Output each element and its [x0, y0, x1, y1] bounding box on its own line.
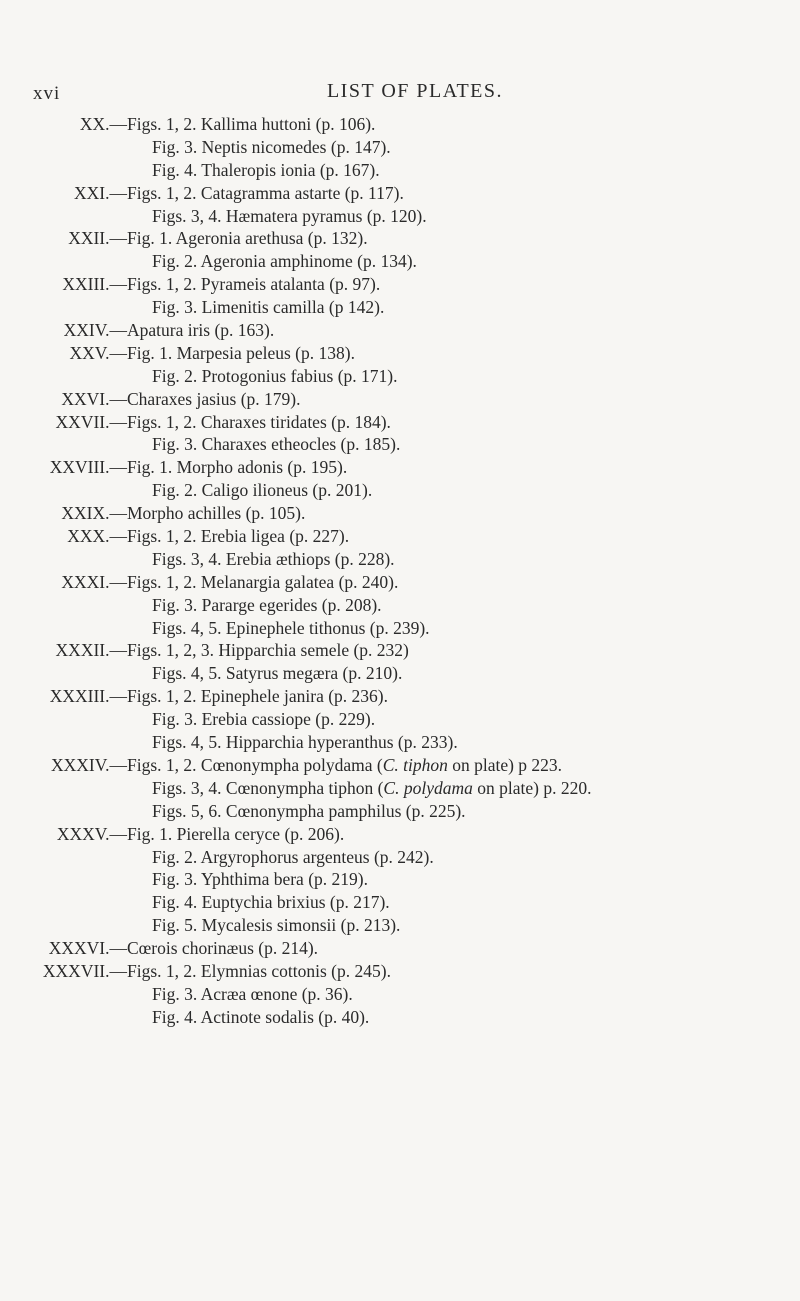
- plate-entry: [0, 411, 800, 434]
- plate-caption: Figs. 4, 5. Satyrus megæra (p. 210).: [152, 663, 403, 684]
- plate-entry: [0, 388, 800, 411]
- plate-entry: [0, 617, 800, 640]
- plate-caption: Fig. 1. Pierella ceryce (p. 206).: [127, 823, 345, 844]
- plate-entry: [0, 250, 800, 273]
- plate-caption: Figs. 1, 2. Melanargia galatea (p. 240).: [127, 571, 399, 592]
- plate-entry: [0, 983, 800, 1006]
- italic-species: C. tiphon: [382, 754, 448, 775]
- plate-entry: [0, 823, 800, 846]
- plate-caption: Fig. 3. Yphthima bera (p. 219).: [152, 869, 368, 890]
- plate-caption: Figs. 4, 5. Epinephele tithonus (p. 239).: [152, 617, 430, 638]
- plate-number: XXXIII.—: [49, 686, 127, 707]
- italic-species: C. polydama: [383, 777, 473, 798]
- plate-entry: [0, 868, 800, 891]
- plate-caption: Figs. 3, 4. Erebia æthiops (p. 228).: [152, 548, 395, 569]
- plate-entry: [0, 273, 800, 296]
- plate-caption: Fig. 1. Morpho adonis (p. 195).: [127, 457, 348, 478]
- plate-number: XXXI.—: [61, 571, 127, 592]
- plate-entry: [0, 502, 800, 525]
- plate-number: XXXIV.—: [51, 754, 127, 775]
- plate-caption: Charaxes jasius (p. 179).: [127, 388, 301, 409]
- plate-number: XXII.—: [68, 228, 127, 249]
- plate-entry: [0, 342, 800, 365]
- running-title: LIST OF PLATES.: [326, 80, 504, 102]
- plate-entry: [0, 365, 800, 388]
- plate-entry: [0, 571, 800, 594]
- plate-entry: [0, 594, 800, 617]
- plate-caption: Figs. 1, 2. Cœnonympha polydama (C. tiphon on plate) p 223.: [127, 754, 563, 775]
- plate-caption: Figs. 1, 2. Epinephele janira (p. 236).: [127, 686, 388, 707]
- plate-caption: Fig. 3. Acræa œnone (p. 36).: [152, 983, 353, 1004]
- plate-caption: Fig. 2. Caligo ilioneus (p. 201).: [152, 480, 373, 501]
- plate-caption: Fig. 4. Thaleropis ionia (p. 167).: [152, 159, 380, 180]
- plate-caption: Fig. 2. Ageronia amphinome (p. 134).: [152, 251, 417, 272]
- plate-number: XXX.—: [67, 526, 127, 547]
- plate-entry: [0, 319, 800, 342]
- plate-entry: [0, 296, 800, 319]
- plate-caption: Figs. 1, 2. Kallima huttoni (p. 106).: [127, 114, 376, 134]
- plate-number: XXIV.—: [63, 320, 127, 341]
- plate-caption: Fig. 2. Argyrophorus argenteus (p. 242).: [152, 846, 434, 867]
- plate-number: XXVIII.—: [49, 457, 127, 478]
- plate-number: XXXVII.—: [42, 960, 127, 981]
- page-number: xvi: [33, 83, 61, 104]
- plate-entry: [0, 205, 800, 228]
- plate-entry: [0, 937, 800, 960]
- plate-entry: [0, 914, 800, 937]
- plate-caption: Figs. 1, 2. Pyrameis atalanta (p. 97).: [127, 274, 381, 295]
- plate-caption: Figs. 5, 6. Cœnonympha pamphilus (p. 225).: [152, 800, 466, 821]
- plate-entry: [0, 891, 800, 914]
- plate-caption: Figs. 1, 2. Catagramma astarte (p. 117).: [127, 182, 404, 203]
- plate-entry: [0, 846, 800, 869]
- plate-caption: Figs. 1, 2. Erebia ligea (p. 227).: [127, 526, 350, 547]
- plate-entry: [0, 525, 800, 548]
- plate-caption: Fig. 3. Charaxes etheocles (p. 185).: [152, 434, 401, 455]
- plate-caption: Figs. 3, 4. Hæmatera pyramus (p. 120).: [152, 205, 427, 226]
- plate-entry: [0, 159, 800, 182]
- plate-caption: Fig. 2. Protogonius fabius (p. 171).: [152, 365, 398, 386]
- plates-list: [0, 113, 800, 1029]
- plate-number: XX.—: [79, 114, 127, 134]
- plate-caption: Figs. 1, 2. Charaxes tiridates (p. 184).: [127, 411, 391, 432]
- plate-caption: Fig. 3. Pararge egerides (p. 208).: [152, 594, 382, 615]
- plate-entry: [0, 708, 800, 731]
- plate-number: XXVII.—: [55, 411, 127, 432]
- plate-caption: Figs. 3, 4. Cœnonympha tiphon (C. polydama on plate) p. 220.: [152, 777, 592, 798]
- plate-entry: [0, 227, 800, 250]
- plate-number: XXIII.—: [62, 274, 127, 295]
- plate-number: XXXII.—: [55, 640, 127, 661]
- plate-entry: [0, 479, 800, 502]
- plate-entry: [0, 960, 800, 983]
- plate-caption: Fig. 5. Mycalesis simonsii (p. 213).: [152, 915, 401, 936]
- plate-caption: Fig. 4. Actinote sodalis (p. 40).: [152, 1006, 370, 1027]
- plate-entry: [0, 136, 800, 159]
- plate-entry: [0, 433, 800, 456]
- plate-number: XXV.—: [69, 342, 127, 363]
- plate-entry: [0, 113, 800, 136]
- plate-entry: [0, 662, 800, 685]
- plate-caption: Apatura iris (p. 163).: [127, 320, 275, 341]
- plate-entry: [0, 754, 800, 777]
- plate-entry: [0, 685, 800, 708]
- plate-caption: Fig. 1. Ageronia arethusa (p. 132).: [127, 228, 368, 249]
- plate-caption: Fig. 3. Erebia cassiope (p. 229).: [152, 709, 376, 730]
- plate-caption: Figs. 1, 2. Elymnias cottonis (p. 245).: [127, 960, 391, 981]
- plate-caption: Figs. 4, 5. Hipparchia hyperanthus (p. 233).: [152, 732, 458, 753]
- plate-entry: [0, 800, 800, 823]
- plate-number: XXIX.—: [61, 503, 127, 524]
- plate-caption: Fig. 1. Marpesia peleus (p. 138).: [127, 342, 355, 363]
- plate-caption: Morpho achilles (p. 105).: [127, 503, 306, 524]
- plate-entry: [0, 456, 800, 479]
- plate-caption: Fig. 3. Neptis nicomedes (p. 147).: [152, 136, 391, 157]
- plate-number: XXVI.—: [61, 388, 127, 409]
- plate-number: XXXVI.—: [48, 938, 127, 959]
- plate-entry: [0, 548, 800, 571]
- plate-entry: [0, 1006, 800, 1029]
- plate-entry: [0, 639, 800, 662]
- plate-caption: Fig. 3. Limenitis camilla (p 142).: [152, 297, 385, 318]
- plate-entry: [0, 777, 800, 800]
- plate-caption: Fig. 4. Euptychia brixius (p. 217).: [152, 892, 390, 913]
- plate-entry: [0, 182, 800, 205]
- plate-caption: Cœrois chorinæus (p. 214).: [127, 938, 319, 959]
- plate-caption: Figs. 1, 2, 3. Hipparchia semele (p. 232): [127, 640, 409, 661]
- plate-number: XXXV.—: [56, 823, 127, 844]
- plate-number: XXI.—: [74, 182, 127, 203]
- plate-entry: [0, 731, 800, 754]
